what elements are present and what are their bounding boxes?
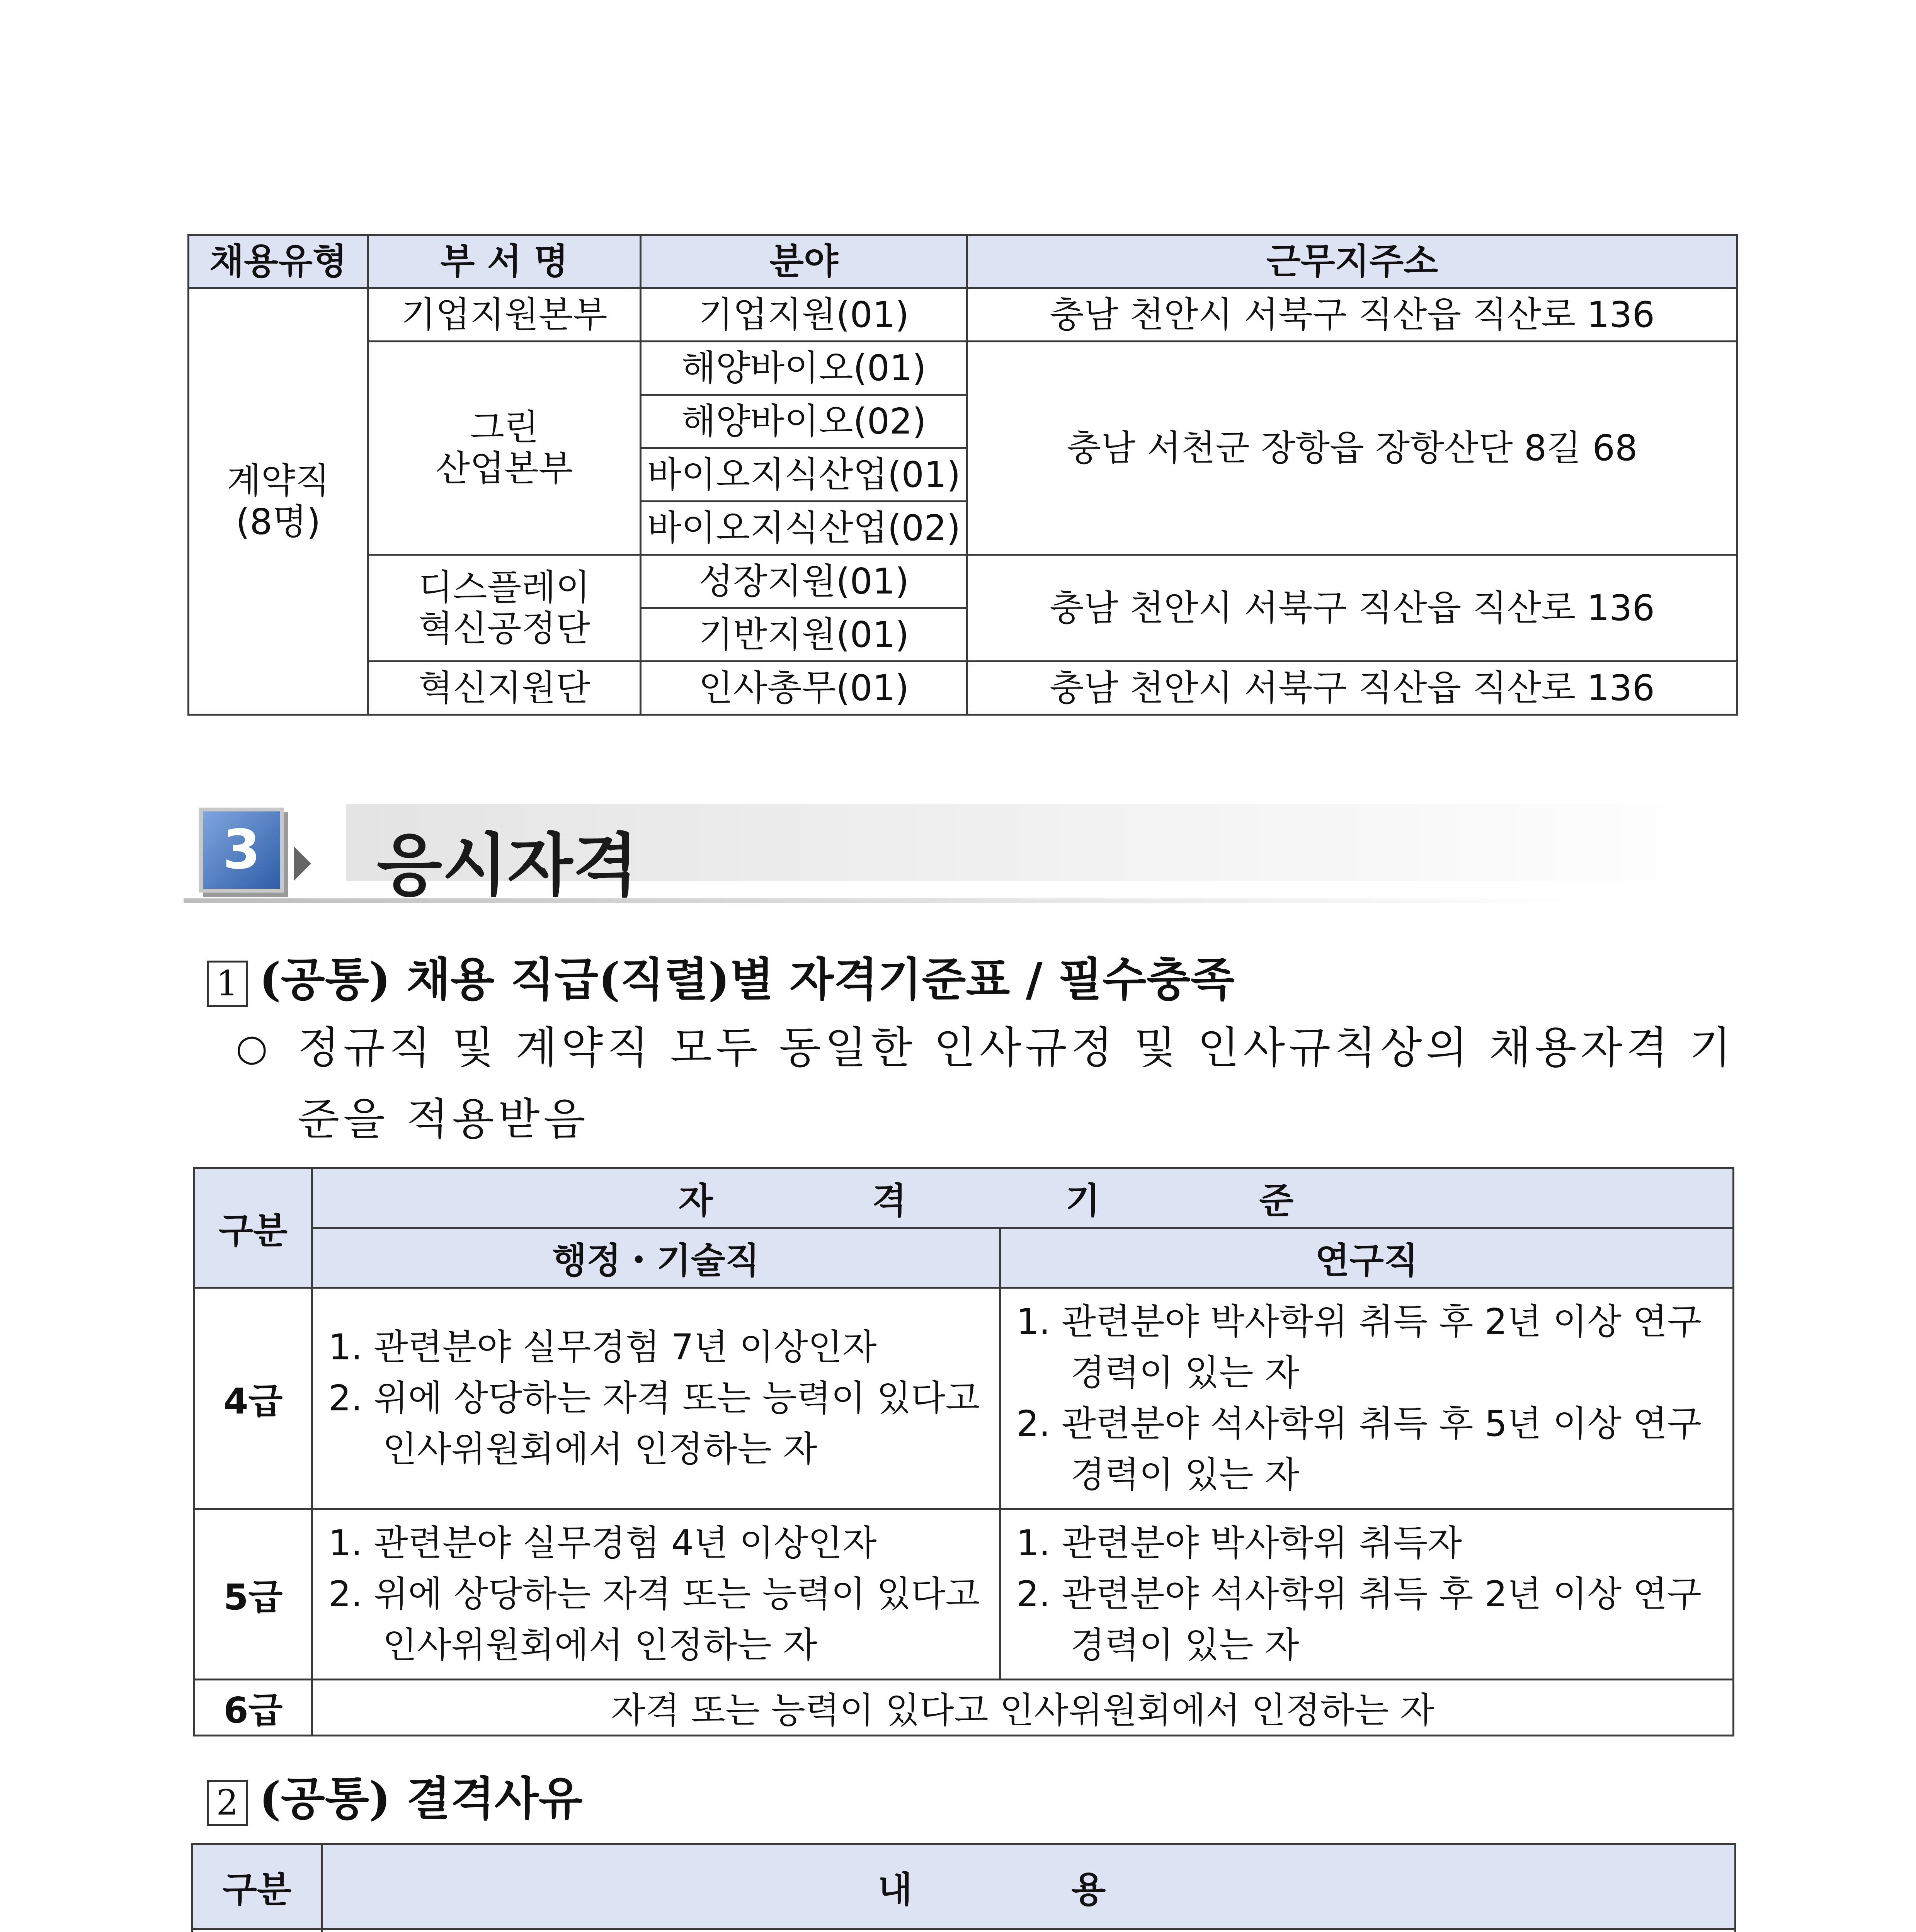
dept-cell: 혁신지원단: [368, 662, 641, 715]
criteria-list: [1001, 1510, 1732, 1679]
list-item: 2. 위에 상당하는 자격 또는 능력이 있다고 인사위원회에서 인정하는 자: [328, 1378, 980, 1470]
section-title: 응시자격: [377, 827, 638, 905]
table-header-row: [189, 235, 1737, 288]
list-item: 1. 관련분야 실무경험 7년 이상인자: [328, 1327, 877, 1368]
list-item: 1. 관련분야 박사학위 취득자: [1016, 1522, 1462, 1564]
grade-cell: 5급: [194, 1509, 312, 1680]
bullet-circle-icon: ○: [236, 1027, 268, 1069]
bullet-paragraph: [236, 1012, 1735, 1155]
field-cell: 인사총무(01): [641, 662, 967, 715]
admin-criteria-cell: [312, 1509, 1000, 1680]
col-header-field: 분야: [641, 235, 967, 288]
subheading-number-box: 2: [207, 1780, 248, 1826]
criteria-list: [1001, 1289, 1732, 1508]
subheading-disqualification: [207, 1762, 583, 1828]
col-header-dept: 부 서 명: [368, 235, 641, 288]
field-cell: 성장지원(01): [641, 555, 967, 608]
employment-type-label: 계약직: [226, 460, 330, 502]
col-header-research: 연구직: [1000, 1228, 1734, 1288]
disqualification-list: [323, 1930, 1734, 1932]
criteria-list: [313, 1510, 999, 1679]
grade6-criteria-cell: 자격 또는 능력이 있다고 인사위원회에서 인정하는 자: [312, 1680, 1734, 1736]
subheading-text: (공통) 채용 직급(직렬)별 자격기준표 / 필수충족: [259, 952, 1235, 1006]
admin-criteria-cell: [312, 1288, 1000, 1509]
table-header-row: [194, 1168, 1734, 1228]
field-cell: 기업지원(01): [641, 288, 967, 342]
grade-cell: 4급: [194, 1288, 312, 1509]
table-row: [192, 1929, 1736, 1932]
disqualification-items-cell: [322, 1929, 1736, 1932]
subheading-number-box: 1: [207, 961, 248, 1007]
employment-type-cell: [189, 288, 368, 715]
row-label-cell: [192, 1929, 322, 1932]
section-header: [184, 796, 1741, 912]
table-row: [189, 555, 1737, 608]
list-item: 2. 관련분야 석사학위 취득 후 2년 이상 연구경력이 있는 자: [1016, 1573, 1702, 1666]
list-item: 2. 위에 상당하는 자격 또는 능력이 있다고 인사위원회에서 인정하는 자: [328, 1573, 980, 1666]
dept-line: 그린: [470, 406, 539, 448]
table-row: [189, 288, 1737, 342]
subheading-text: (공통) 결격사유: [259, 1772, 583, 1825]
table-row: [194, 1680, 1734, 1736]
table-row: [194, 1288, 1734, 1509]
criteria-header-text: 자 격 기 준: [678, 1180, 1367, 1221]
research-criteria-cell: [1000, 1288, 1734, 1509]
field-cell: 해양바이오(02): [641, 395, 967, 448]
col-header-address: 근무지주소: [967, 235, 1737, 288]
dept-cell: 기업지원본부: [368, 288, 641, 342]
table-row: [189, 342, 1737, 395]
col-header-criteria: [312, 1168, 1734, 1228]
dept-cell: [368, 342, 641, 555]
col-header-gubun: 구분: [194, 1168, 312, 1288]
criteria-list: [313, 1314, 999, 1483]
research-criteria-cell: [1000, 1509, 1734, 1680]
content-header-text: 내 용: [878, 1869, 1179, 1910]
field-cell: 바이오지식산업(02): [641, 502, 967, 555]
col-header-admin: 행정・기술직: [312, 1228, 1000, 1288]
field-cell: 바이오지식산업(01): [641, 448, 967, 502]
field-cell: 기반지원(01): [641, 608, 967, 662]
list-item: 1. 관련분야 박사학위 취득 후 2년 이상 연구경력이 있는 자: [1016, 1301, 1702, 1393]
dept-line: 혁신공정단: [418, 607, 590, 649]
field-cell: 해양바이오(01): [641, 342, 967, 395]
positions-table: [187, 234, 1738, 716]
grade-cell: 6급: [194, 1680, 312, 1736]
table-row: [194, 1509, 1734, 1680]
address-cell: 충남 천안시 서북구 직산읍 직산로 136: [967, 662, 1737, 715]
dept-line: 산업본부: [436, 447, 573, 489]
subheading-qualification-criteria: [207, 943, 1235, 1009]
disqualification-table: [191, 1843, 1736, 1932]
col-header-content: [322, 1844, 1736, 1929]
table-header-row: [192, 1844, 1736, 1929]
table-header-row: [194, 1228, 1734, 1288]
section-number-badge: 3: [199, 808, 284, 893]
address-cell: 충남 서천군 장항읍 장항산단 8길 68: [967, 342, 1737, 555]
employment-type-count: (8명): [236, 501, 321, 543]
bullet-text: 정규직 및 계약직 모두 동일한 인사규정 및 인사규칙상의 채용자격 기준을 적용받음: [298, 1023, 1735, 1145]
qualification-criteria-table: [193, 1167, 1734, 1736]
list-item: 1. 관련분야 실무경험 4년 이상인자: [328, 1522, 877, 1564]
section-arrow-icon: [294, 846, 311, 881]
list-item: 2. 관련분야 석사학위 취득 후 5년 이상 연구경력이 있는 자: [1016, 1403, 1702, 1495]
dept-cell: [368, 555, 641, 662]
address-cell: 충남 천안시 서북구 직산읍 직산로 136: [967, 555, 1737, 662]
table-row: [189, 662, 1737, 715]
col-header-type: 채용유형: [189, 235, 368, 288]
dept-line: 디스플레이: [418, 566, 590, 608]
col-header-gubun: 구분: [192, 1844, 322, 1929]
address-cell: 충남 천안시 서북구 직산읍 직산로 136: [967, 288, 1737, 342]
